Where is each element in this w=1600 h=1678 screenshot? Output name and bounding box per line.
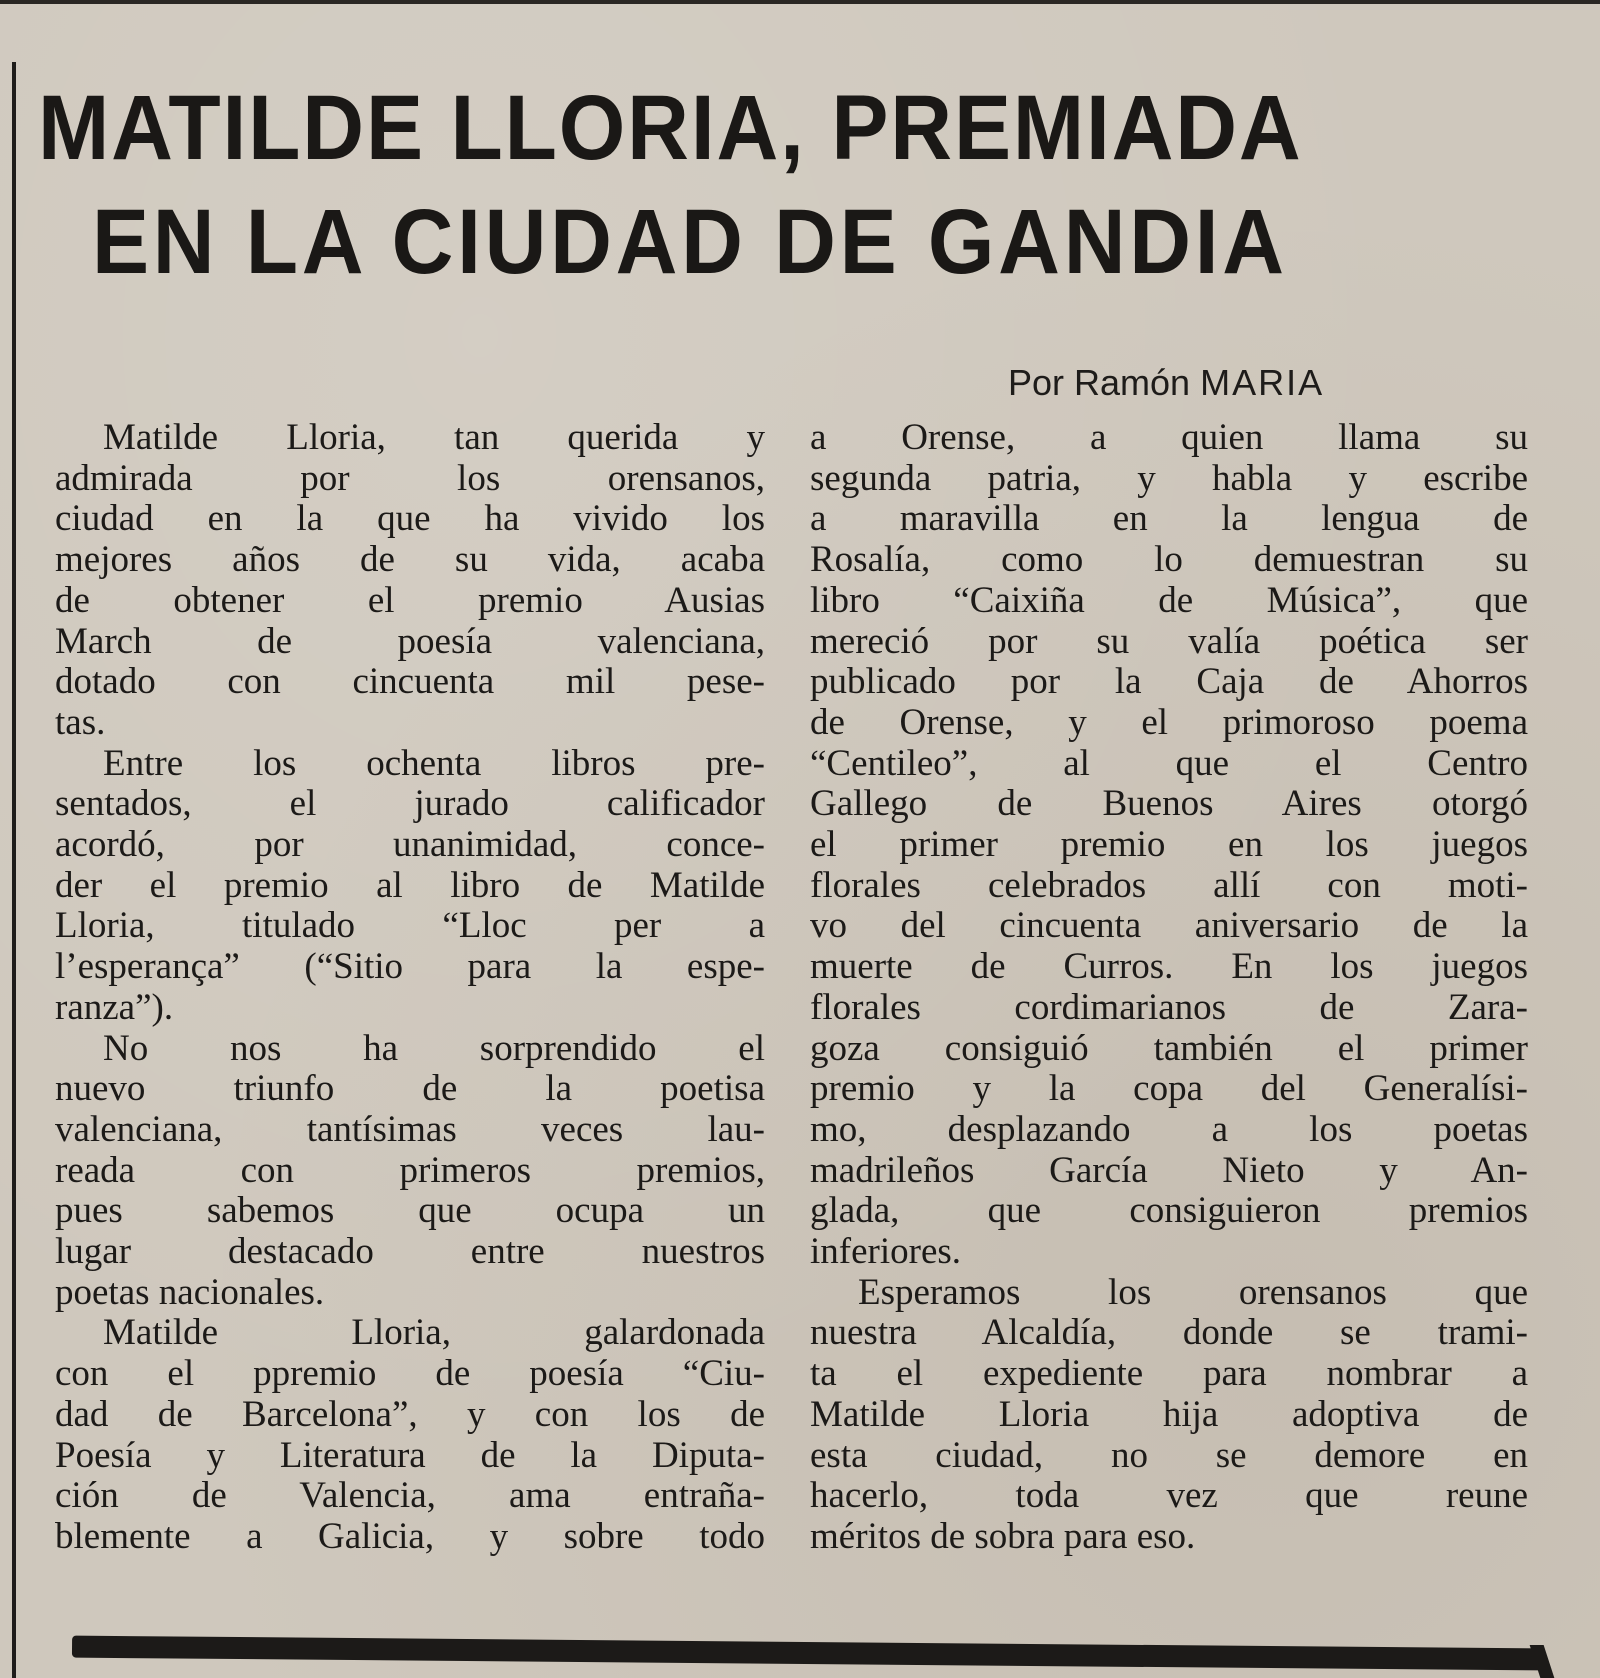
article-text-line: nuevo triunfo de la poetisa [55, 1069, 765, 1110]
article-text-line: a maravilla en la lengua de [810, 499, 1528, 540]
bottom-rule [72, 1636, 1542, 1671]
article-text-line: madrileños García Nieto y An- [810, 1150, 1528, 1191]
byline-prefix: Por Ramón [1008, 362, 1191, 403]
article-text-line: dotado con cincuenta mil pese- [55, 662, 765, 703]
article-text-line: méritos de sobra para eso. [810, 1516, 1196, 1557]
article-text-line: Matilde Lloria hija adoptiva de [810, 1394, 1528, 1435]
article-text-line: “Centileo”, al que el Centro [810, 743, 1528, 784]
article-text-line: dad de Barcelona”, y con los de [55, 1394, 765, 1435]
article-text-line: pues sabemos que ocupa un [55, 1191, 765, 1232]
article-text-line: March de poesía valenciana, [55, 621, 765, 662]
article-text-line: Lloria, titulado “Lloc per a [55, 906, 765, 947]
article-text-line: publicado por la Caja de Ahorros [810, 662, 1528, 703]
article-text-line: Gallego de Buenos Aires otorgó [810, 784, 1528, 825]
article-text-line: lugar destacado entre nuestros [55, 1232, 765, 1273]
article-text-line: florales celebrados allí con moti- [810, 865, 1528, 906]
article-text-line: acordó, por unanimidad, conce- [55, 825, 765, 866]
headline-line-2: EN LA CIUDAD DE GANDIA [92, 191, 1288, 293]
article-text-line: tas. [55, 702, 106, 743]
article-text-line: Esperamos los orensanos que [858, 1272, 1528, 1313]
article-text-line: ranza”). [55, 987, 174, 1028]
article-text-line: Rosalía, como lo demuestran su [810, 540, 1528, 581]
article-text-line: sentados, el jurado calificador [55, 784, 765, 825]
article-text-line: vo del cincuenta aniversario de la [810, 906, 1528, 947]
article-text-line: ción de Valencia, ama entraña- [55, 1476, 765, 1517]
article-text-line: No nos ha sorprendido el [103, 1028, 765, 1069]
article-text-line: premio y la copa del Generalísi- [810, 1069, 1528, 1110]
article-text-line: segunda patria, y habla y escribe [810, 458, 1528, 499]
article-text-line: el primer premio en los juegos [810, 825, 1528, 866]
article-text-line: poetas nacionales. [55, 1272, 325, 1313]
article-text-line: libro “Caixiña de Música”, que [810, 580, 1528, 621]
headline [30, 78, 1590, 292]
byline [1008, 362, 1324, 404]
article-text-line: inferiores. [810, 1232, 962, 1273]
article-text-line: de Orense, y el primoroso poema [810, 702, 1528, 743]
article-text-line: reada con primeros premios, [55, 1150, 765, 1191]
article-text-line: con el ppremio de poesía “Ciu- [55, 1354, 765, 1395]
article-text-line: nuestra Alcaldía, donde se trami- [810, 1313, 1528, 1354]
article-text-line: goza consiguió también el primer [810, 1028, 1528, 1069]
article-text-line: Entre los ochenta libros pre- [103, 743, 765, 784]
article-text-line: glada, que consiguieron premios [810, 1191, 1528, 1232]
byline-surname: MARIA [1200, 362, 1325, 403]
article-text-line: de obtener el premio Ausias [55, 580, 765, 621]
article-text-line: ciudad en la que ha vivido los [55, 499, 765, 540]
article-text-line: Matilde Lloria, tan querida y [103, 418, 765, 458]
left-column-rule [12, 62, 16, 1678]
article-text-line: l’esperança” (“Sitio para la espe- [55, 947, 765, 988]
article-text-line: muerte de Curros. En los juegos [810, 947, 1528, 988]
article-text-line: mereció por su valía poética ser [810, 621, 1528, 662]
article-column-right [810, 418, 1528, 1558]
article-text-line: esta ciudad, no se demore en [810, 1435, 1528, 1476]
article-text-line: Poesía y Literatura de la Diputa- [55, 1435, 765, 1476]
article-text-line: blemente a Galicia, y sobre todo [55, 1516, 765, 1557]
article-text-line: admirada por los orensanos, [55, 458, 765, 499]
article-text-line: mo, desplazando a los poetas [810, 1109, 1528, 1150]
article-text-line: Matilde Lloria, galardonada [103, 1313, 765, 1354]
article-text-line: mejores años de su vida, acaba [55, 540, 765, 581]
top-edge-border [0, 0, 1600, 4]
article-text-line: der el premio al libro de Matilde [55, 865, 765, 906]
article-text-line: hacerlo, toda vez que reune [810, 1476, 1528, 1517]
article-text-line: florales cordimarianos de Zara- [810, 987, 1528, 1028]
article-text-line: ta el expediente para nombrar a [810, 1354, 1528, 1395]
article-text-line: a Orense, a quien llama su [810, 418, 1528, 458]
headline-line-1: MATILDE LLORIA, PREMIADA [38, 77, 1303, 179]
article-text-line: valenciana, tantísimas veces lau- [55, 1109, 765, 1150]
article-column-left [55, 418, 765, 1558]
